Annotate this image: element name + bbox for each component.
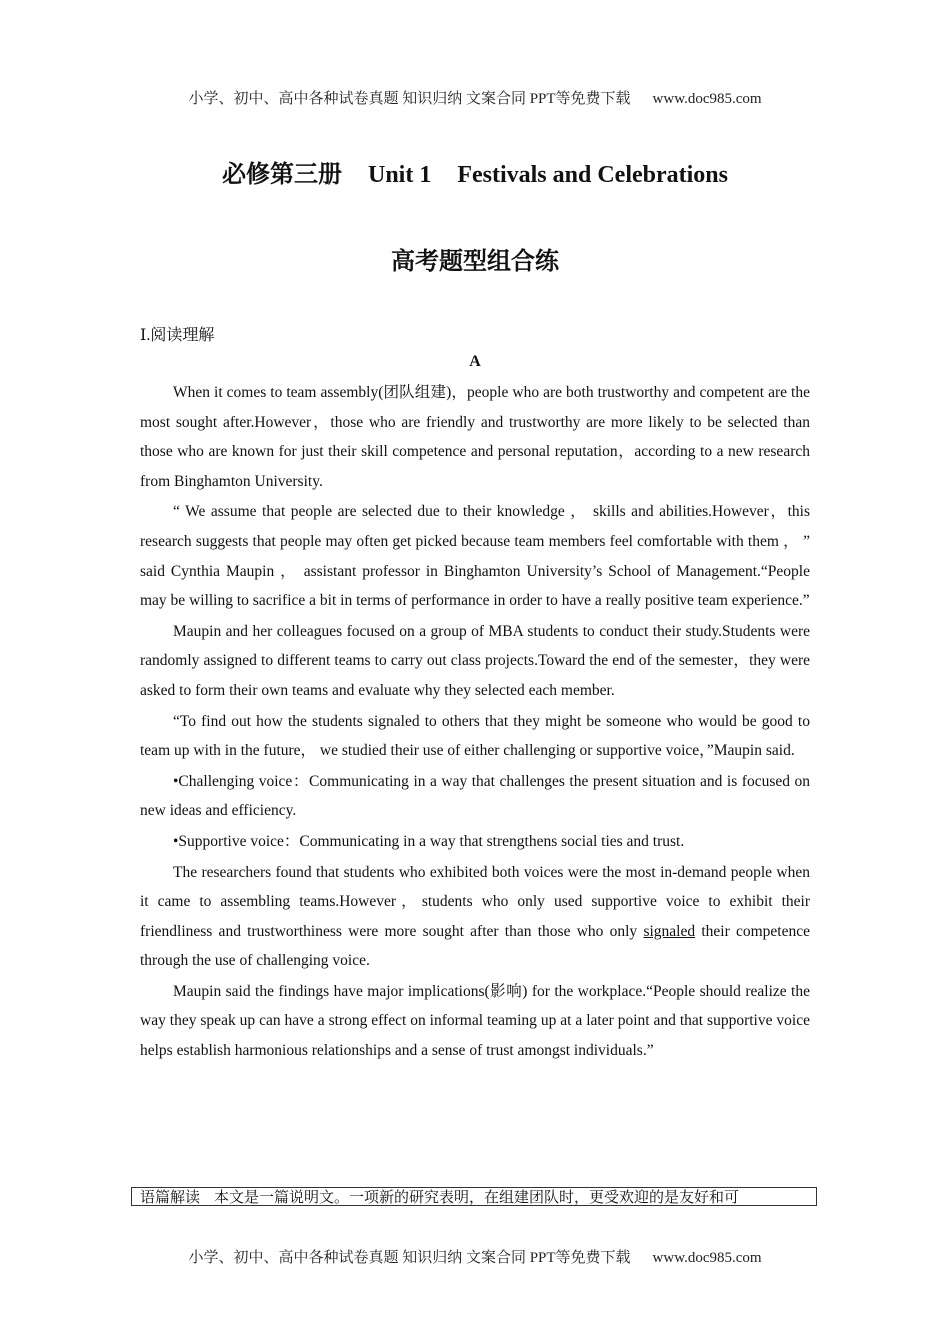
paragraph-text: their competence through the use of challenging voice.	[140, 922, 810, 970]
document-subtitle: 高考题型组合练	[391, 249, 559, 275]
paragraph: Maupin said the findings have major implications(影响) for the workplace.“People should realize the way they speak up can have a strong effect on informal teaming up at a later point and that supportive voice helps establish harmonious relationships and a sense of trust amongst individuals.”	[140, 982, 810, 1060]
passage-body	[140, 378, 810, 1067]
bullet-challenging-voice: •Challenging voice：Communicating in a way that challenges the present situation and is focused on new ideas and efficiency.	[140, 772, 810, 820]
footer-site-link[interactable]: www.doc985.com	[652, 1250, 762, 1266]
paragraph-text: The researchers found that students who exhibited both voices were the most in-demand people when it came to assembling teams.However，students who only used supportive voice to exhibit their friendliness and trustworthiness were more sought after than those who only	[140, 863, 810, 940]
bullet-supportive-voice: •Supportive voice：Communicating in a way that strengthens social ties and trust.	[173, 832, 685, 850]
document-title	[0, 154, 950, 189]
paragraph: “To find out how the students signaled to others that they might be someone who would be good to team up with in the future， we studied their use of either challenging or supportive voice，”Maupin said.	[140, 712, 810, 760]
header-text: 小学、初中、高中各种试卷真题 知识归纳 文案合同 PPT等免费下载	[188, 91, 631, 107]
discourse-analysis-box	[131, 1187, 817, 1206]
paragraph: “ We assume that people are selected due to their knowledge ， skills and abilities.However，this research suggests that people may often get picked because team members feel comfortable with them ， ” said Cynthia Maupin ， assistant professor in Binghamton University’s School of Management.“People may be willing to sacrifice a bit in terms of performance in order to have a really positive team experience.”	[140, 503, 810, 610]
section-heading: Ⅰ.阅读理解	[140, 327, 215, 344]
analysis-tag: 语篇解读	[140, 1188, 201, 1206]
header-site-link[interactable]: www.doc985.com	[652, 91, 762, 107]
title-topic: Festivals and Celebrations	[457, 162, 728, 188]
page-footer	[0, 1246, 950, 1267]
title-unit: Unit 1	[367, 162, 432, 188]
underlined-word: signaled	[643, 922, 696, 940]
page-header	[0, 87, 950, 108]
analysis-text: 本文是一篇说明文。一项新的研究表明，在组建团队时，更受欢迎的是友好和可	[214, 1188, 740, 1206]
footer-text: 小学、初中、高中各种试卷真题 知识归纳 文案合同 PPT等免费下载	[188, 1250, 631, 1266]
title-book: 必修第三册	[221, 162, 342, 188]
paragraph: When it comes to team assembly(团队组建)，people who are both trustworthy and competent are the most sought after.However，those who are friendly and trustworthy are more likely to be selected than those who are known for just their skill competence and personal reputation，according to a new research from Binghamton University.	[140, 384, 810, 490]
paragraph	[140, 858, 810, 976]
passage-label: A	[469, 353, 481, 370]
paragraph: Maupin and her colleagues focused on a group of MBA students to conduct their study.Students were randomly assigned to different teams to carry out class projects.Toward the end of the semester，they were asked to form their own teams and evaluate why they selected each member.	[140, 622, 810, 699]
